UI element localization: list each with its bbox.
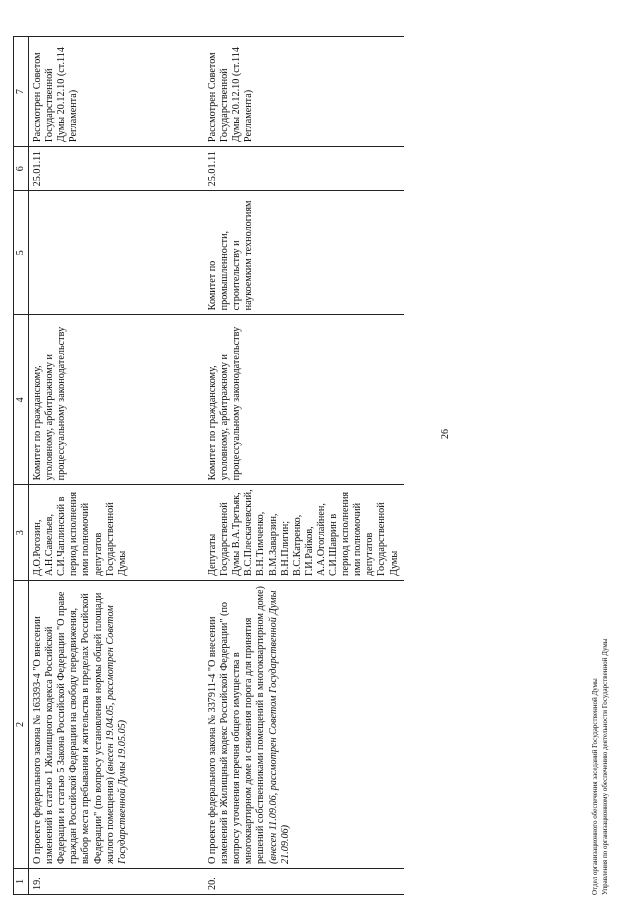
status-cell: Рассмотрен Советом Государственной Думы 20.12.10 (ст.114 Регламента) — [29, 37, 196, 147]
table-row — [29, 37, 196, 895]
column-header: 5 — [14, 191, 29, 315]
column-header: 2 — [14, 581, 29, 869]
date-cell: 25.01.11 — [29, 147, 196, 191]
row-number: 20. — [195, 869, 404, 895]
column-header: 6 — [14, 147, 29, 191]
bill-note: (внесен 19.04.05, рассмотрен Советом Государственной Думы 19.05.05) — [104, 605, 128, 864]
page-number: 26 — [440, 429, 451, 439]
bills-table — [13, 36, 404, 895]
column-header: 1 — [14, 869, 29, 895]
header-row — [14, 37, 29, 895]
bill-cell — [195, 581, 404, 869]
date-cell: 25.01.11 — [195, 147, 404, 191]
column-header: 7 — [14, 37, 29, 147]
page-footer — [590, 639, 610, 895]
bill-title: О проекте федерального закона № 163393-4 "О внесении изменений в статью 1 Жилищного кодекса Российской Федерации и статью 5 Закона Российской Федерации "О праве граждан Российской Федерации на свободу передвижения, выбор места пребывания и жительства в пределах Российской Федерации" (по вопросу установления нормы общей площади жилого помещения) — [32, 591, 116, 864]
footer-line: Управления по организационному обеспечению деятельности Государственной Думы — [601, 638, 609, 895]
column-header: 3 — [14, 485, 29, 581]
bill-note: (внесен 11.09.06, рассмотрен Советом Государственной Думы 21.09.06) — [267, 590, 291, 864]
row-number: 19. — [29, 869, 196, 895]
co-committee-cell: Комитет по промышленности, строительству и наукоемким технологиям — [195, 191, 404, 315]
authors-cell: Д.О.Рогозин, А.Н.Савельев, С.И.Чаплинский в период исполнения ими полномочий депутатов Государственной Думы — [29, 485, 196, 581]
authors-cell: Депутаты Государственной Думы В.А.Третьяк, В.С.Плескачевский, В.Н.Тимченко, В.М.Заварзин, В.Н.Плигин; В.С.Катренко, Г.И.Райков, А.А.Огоглайнен, С.И.Шаврин в период исполнения ими полномочий депутатов Государственной Думы — [195, 485, 404, 581]
committee-cell: Комитет по гражданскому, уголовному, арбитражному и процессуальному законодательству — [195, 315, 404, 485]
committee-cell: Комитет по гражданскому, уголовному, арбитражному и процессуальному законодательству — [29, 315, 196, 485]
column-header: 4 — [14, 315, 29, 485]
status-cell: Рассмотрен Советом Государственной Думы 20.12.10 (ст.114 Регламента) — [195, 37, 404, 147]
table-row — [195, 37, 404, 895]
bill-title: О проекте федерального закона № 337911-4 "О внесении изменений в Жилищный кодекс Российской Федерации" (по вопросу уточнения перечня общего имущества в многоквартирном доме и снижения порога для принятия решений собственниками помещений в многоквартирном доме) — [207, 586, 267, 864]
co-committee-cell — [29, 191, 196, 315]
footer-line: Отдел организационного обеспечения заседаний Государственной Думы — [591, 678, 599, 895]
bill-cell — [29, 581, 196, 869]
